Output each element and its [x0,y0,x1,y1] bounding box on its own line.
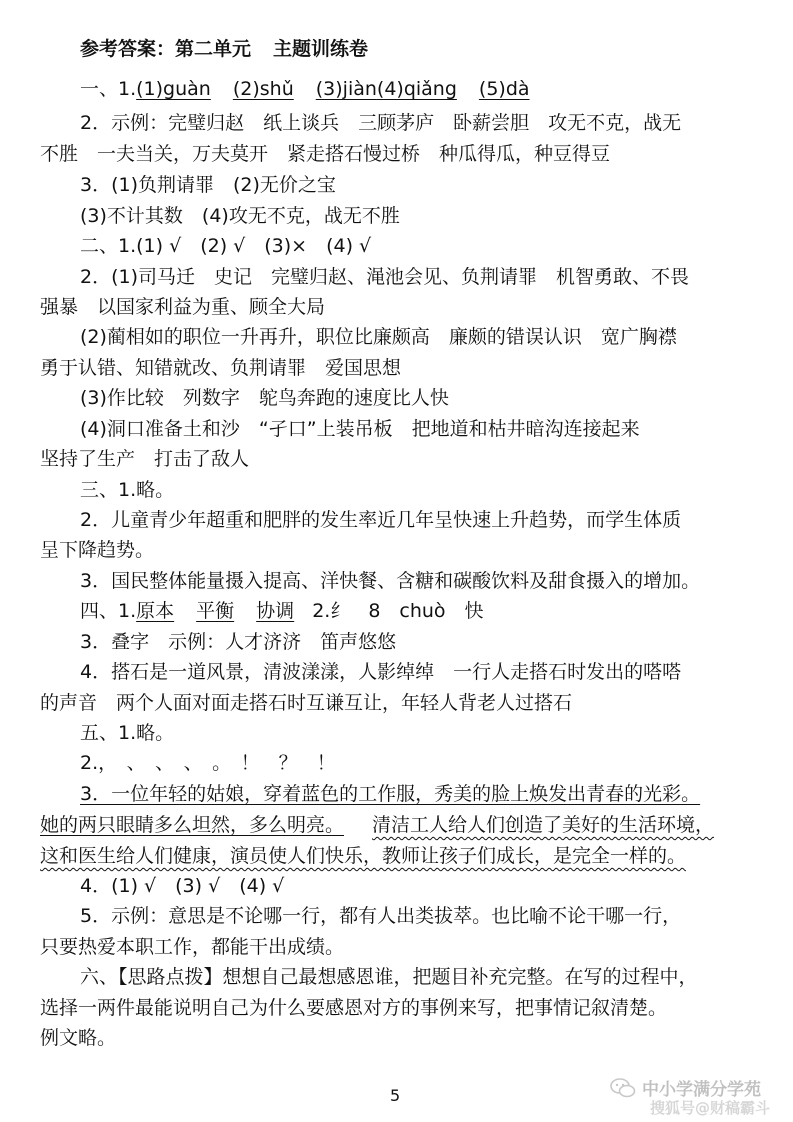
s1-q2-line1: 2．示例：完璧归赵 纸上谈兵 三顾茅庐 卧薪尝胆 攻无不克，战无 [80,112,682,134]
pinyin-answer: (3)jiàn [315,78,377,100]
wavy-underlined-sentence: 清洁工人给人们创造了美好的生活环境， [372,814,715,836]
s4-q1: 四、1.原本 平衡 协调 2.纟 8 chuò 快 [80,600,484,622]
s1-q3-line1: 3．(1)负荆请罪 (2)无价之宝 [80,174,336,196]
s2-q2-line2: 强暴 以国家利益为重、顾全大局 [40,296,326,318]
s2-q2-line4: 勇于认错、知错就改、负荆请罪 爱国思想 [40,357,402,379]
s3-q3: 3．国民整体能量摄入提高、洋快餐、含糖和碳酸饮料及甜食摄入的增加。 [80,570,701,592]
watermark-sohu: 搜狐号@财稿霸斗 [650,1099,771,1117]
s4-q2: 2.纟 8 chuò 快 [312,600,484,622]
s1-q3-line2: (3)不计其数 (4)攻无不克，战无不胜 [80,205,400,227]
s2-q1: 二、1.(1) √ (2) √ (3)× (4) √ [80,235,372,257]
title-part1: 参考答案：第二单元 [80,38,252,60]
s5-q3-line1 [80,781,793,807]
s5-q5-line1: 5．示例：意思是不论哪一行，都有人出类拔萃。也比喻不论干哪一行， [80,905,682,927]
pinyin-answer: (4)qiǎng [376,78,457,100]
s3-q2-line1: 2．儿童青少年超重和肥胖的发生率近几年呈快速上升趋势，而学生体质 [80,509,682,531]
pinyin-answer: (2)shǔ [232,78,294,100]
page-number: 5 [390,1086,401,1105]
s5-q3-line2 [40,812,760,838]
underlined-sentence: 3．一位年轻的姑娘，穿着蓝色的工作服，秀美的脸上焕发出青春的光彩。 [80,783,701,805]
wechat-icon [610,1078,636,1098]
title-part2: 主题训练卷 [273,38,369,60]
pinyin-answer: (5)dà [478,78,530,100]
s5-q4: 4．(1) √ (3) √ (4) √ [80,875,285,897]
watermark-text: 中小学满分学苑 [642,1080,761,1100]
s1-q1: 一、1.(1)guàn (2)shǔ (3)jiàn(4)qiǎng (5)dà [80,78,530,100]
s2-q2-line3: (2)蔺相如的职位一升再升，职位比廉颇高 廉颇的错误认识 宽广胸襟 [80,326,677,348]
s4-q3: 3．叠字 示例：人才济济 笛声悠悠 [80,631,397,653]
wavy-underlined-sentence: 这和医生给人们健康，演员使人们快乐，教师让孩子们成长，是完全一样的。 [40,845,687,867]
s6-line1: 六、【思路点拨】想想自己最想感恩谁，把题目补充完整。在写的过程中， [80,966,698,988]
s2-q2-line5: (3)作比较 列数字 鸵鸟奔跑的速度比人快 [80,387,449,409]
s2-q2-line7: 坚持了生产 打击了敌人 [40,448,250,470]
page-title [80,36,793,62]
s4-q4-line2: 的声音 两个人面对面走搭石时互谦互让，年轻人背老人过搭石 [40,692,573,714]
s6-line3: 例文略。 [40,1027,117,1049]
s5-q5-line2: 只要热爱本职工作，都能干出成绩。 [40,936,345,958]
underlined-sentence: 她的两只眼睛多么坦然，多么明亮。 [40,814,345,836]
word-answer: 原本 [136,600,175,622]
s5-q1: 五、1.略。 [80,722,175,744]
s5-q2: 2.， 、 、 、 。 ！ ？ ！ [80,752,336,774]
s3-q1: 三、1.略。 [80,479,175,501]
s6-line2: 选择一两件最能说明自己为什么要感恩对方的事例来写，把事情记叙清楚。 [40,997,668,1019]
pinyin-answer: (1)guàn [136,78,211,100]
word-answer: 平衡 [196,600,235,622]
word-answer: 协调 [256,600,295,622]
s1-q2-line2: 不胜 一夫当关，万夫莫开 紧走搭石慢过桥 种瓜得瓜，种豆得豆 [40,143,611,165]
s5-q3-line3 [40,843,760,869]
s2-q2-line1: 2．(1)司马迁 史记 完璧归赵、渑池会见、负荆请罪 机智勇敢、不畏 [80,266,690,288]
s4-q4-line1: 4．搭石是一道风景，清波漾漾，人影绰绰 一行人走搭石时发出的嗒嗒 [80,661,682,683]
s2-q2-line6: (4)洞口准备土和沙 “孑口”上装吊板 把地道和枯井暗沟连接起来 [80,418,640,440]
s3-q2-line2: 呈下降趋势。 [40,539,155,561]
